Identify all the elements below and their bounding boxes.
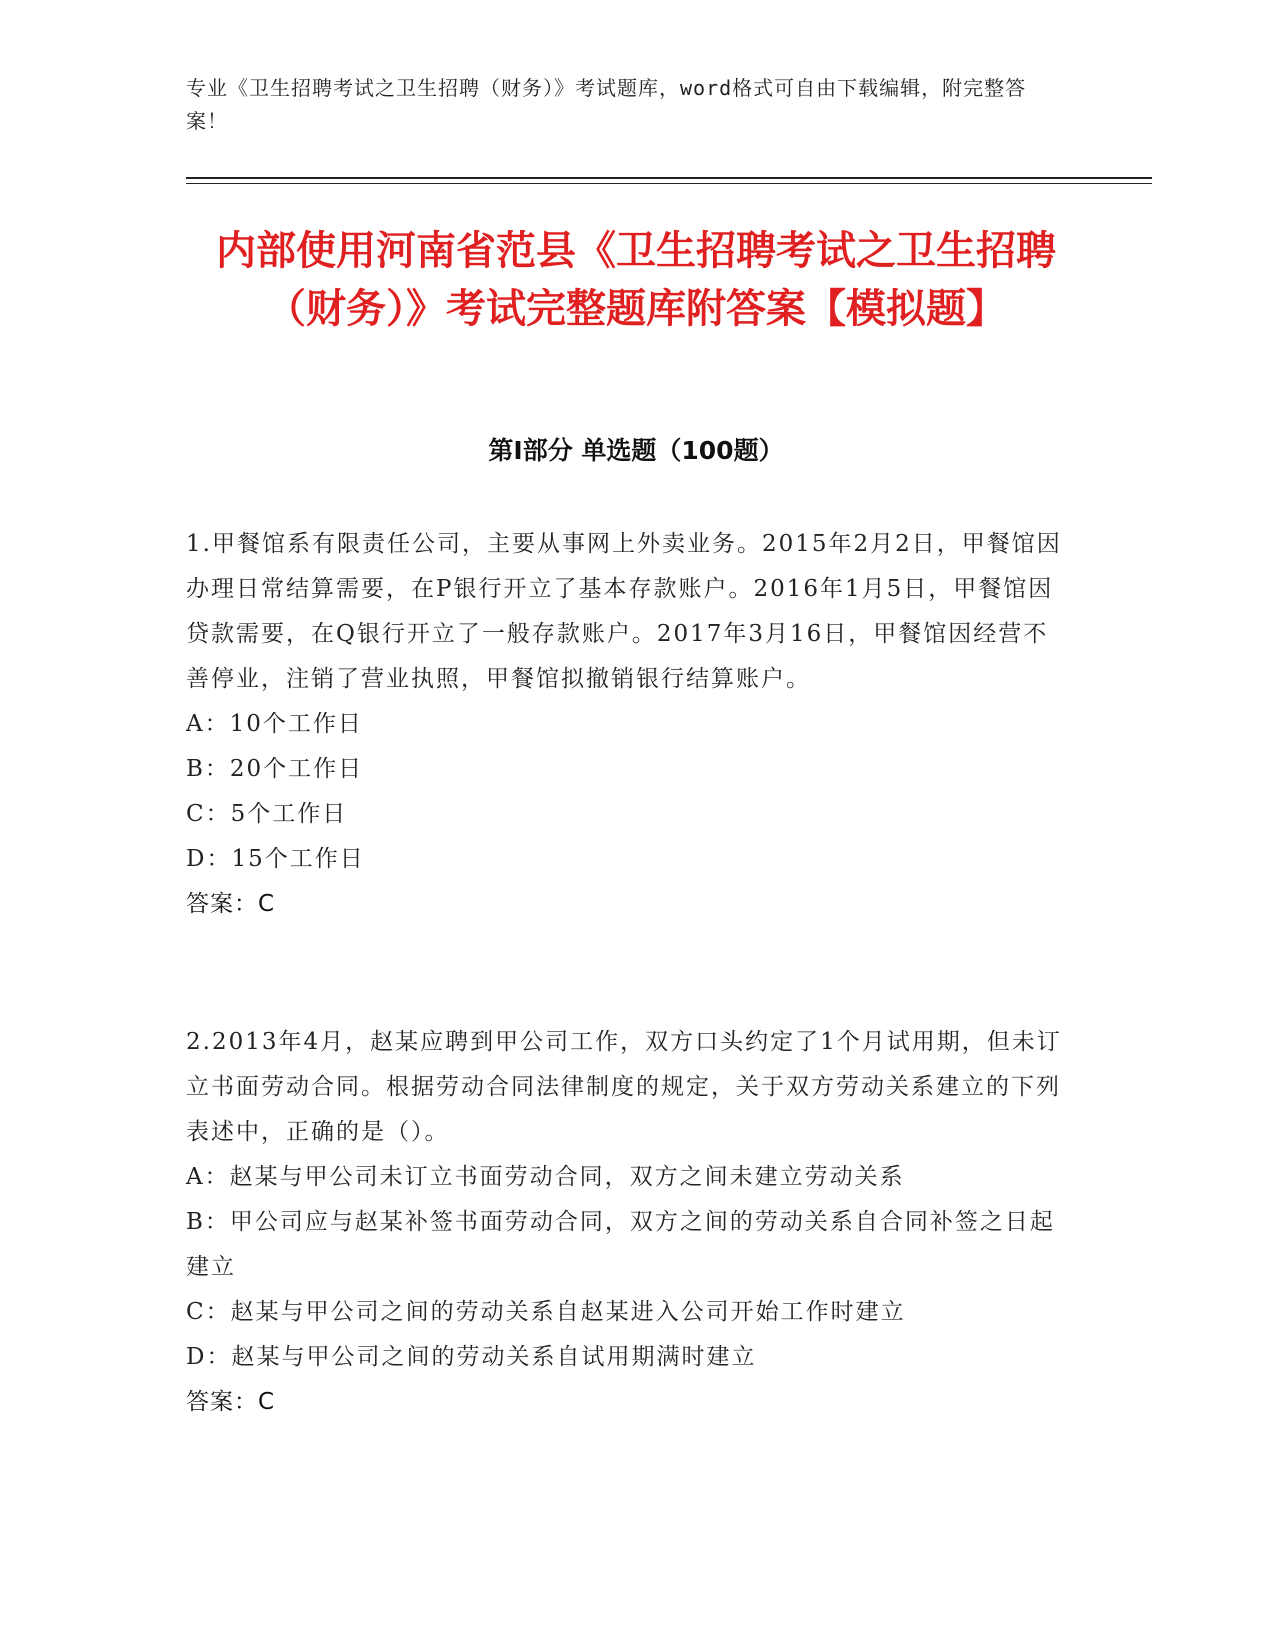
header-note: 专业《卫生招聘考试之卫生招聘（财务）》考试题库，word格式可自由下载编辑，附完整答案！ [186,76,1027,133]
option-a: A：赵某与甲公司未订立书面劳动合同，双方之间未建立劳动关系 [186,1164,905,1190]
answer-line: 答案：C [186,891,276,917]
answer-line: 答案：C [186,1389,276,1415]
question-stem: 1.甲餐馆系有限责任公司，主要从事网上外卖业务。2015年2月2日，甲餐馆因办理日常结算需要，在P银行开立了基本存款账户。2016年1月5日，甲餐馆因贷款需要，在Q银行开立了一般存款账户。2017年3月16日，甲餐馆因经营不善停业，注销了营业执照，甲餐馆拟撤销银行结算账户。 [186,531,1062,692]
header-divider-thin [186,183,1152,184]
question-item [186,1020,1066,1425]
option-b: B：20个工作日 [186,756,364,782]
option-d: D：赵某与甲公司之间的劳动关系自试用期满时建立 [186,1344,757,1370]
option-a: A：10个工作日 [186,711,363,737]
document-title: 内部使用河南省范县《卫生招聘考试之卫生招聘（财务）》考试完整题库附答案【模拟题】 [216,228,1056,332]
option-b: B：甲公司应与赵某补签书面劳动合同，双方之间的劳动关系自合同补签之日起建立 [186,1209,1055,1280]
question-stem: 2.2013年4月，赵某应聘到甲公司工作，双方口头约定了1个月试用期，但未订立书面劳动合同。根据劳动合同法律制度的规定，关于双方劳动关系建立的下列表述中，正确的是（）。 [186,1029,1062,1145]
section-heading: 第Ⅰ部分 单选题（100题） [488,436,784,465]
header-divider-thick [186,177,1152,179]
question-item [186,522,1066,927]
option-d: D：15个工作日 [186,846,365,872]
option-c: C：赵某与甲公司之间的劳动关系自赵某进入公司开始工作时建立 [186,1299,906,1325]
option-c: C：5个工作日 [186,801,348,827]
